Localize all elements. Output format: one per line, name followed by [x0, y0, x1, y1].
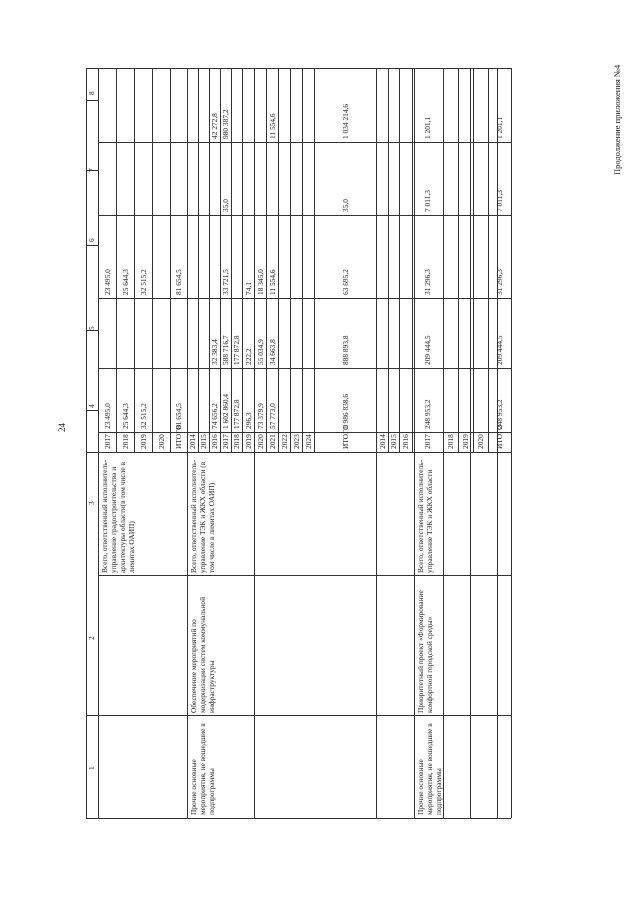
- value-cell-c4: 1 602 860,4: [221, 393, 230, 429]
- measure-name: Приоритетный проект «Формирование комфортной городской среды»: [416, 590, 434, 713]
- column-header-4: 4: [87, 404, 96, 408]
- year-cell: 2022: [279, 434, 289, 449]
- column-header-1: 1: [87, 766, 96, 770]
- column-header-7: 7: [87, 168, 96, 172]
- value-cell-c6: 81 654,5: [174, 269, 183, 295]
- value-cell-c8: 1 201,1: [423, 116, 432, 139]
- value-cell-c4: 25 644,3: [120, 403, 130, 429]
- value-cell-c4: 248 953,2: [423, 399, 432, 429]
- value-grid-line: [98, 142, 511, 143]
- row-line: [290, 68, 291, 452]
- year-cell: 2019: [461, 434, 470, 449]
- value-cell-c4: 177 872,8: [232, 399, 241, 429]
- row-line: [242, 68, 243, 452]
- value-cell-c5: 55 034,9: [255, 339, 265, 365]
- row-line: [254, 68, 255, 452]
- value-cell-c7: 35,0: [340, 199, 350, 212]
- value-cell-c5: 34 663,8: [267, 339, 277, 365]
- section-line: [98, 575, 511, 576]
- row-line: [198, 68, 199, 452]
- year-cell: 2019: [243, 434, 253, 449]
- value-grid-line: [98, 368, 511, 369]
- value-cell-c7: 7 011,3: [495, 190, 504, 212]
- value-cell-c8: 980 387,2: [221, 109, 230, 139]
- table-border-bottom: [86, 818, 511, 819]
- year-cell: 2019: [138, 434, 148, 449]
- year-cell: 2017: [423, 434, 432, 449]
- year-cell: 2017: [102, 434, 112, 449]
- value-cell-c7: 35,0: [221, 199, 230, 212]
- row-line: [98, 68, 99, 452]
- section-line: [98, 715, 511, 716]
- row-line: [488, 68, 489, 452]
- responsible-executor: Всего, ответственный исполнитель-управление ТЭК и ЖКХ области: [416, 459, 434, 573]
- value-cell-c8: 11 554,6: [267, 113, 277, 139]
- row-line: [399, 68, 400, 452]
- year-cell: 2015: [199, 434, 208, 449]
- column-header-2: 2: [87, 636, 96, 640]
- year-cell: 2021: [267, 434, 277, 449]
- value-cell-c4: 57 773,0: [267, 403, 277, 429]
- year-cell: 2020: [156, 434, 166, 449]
- year-cell: 2016: [401, 434, 410, 449]
- row-line: [187, 68, 188, 452]
- value-cell-c5: 222,2: [243, 348, 253, 365]
- value-cell-c4: 296,3: [243, 412, 253, 429]
- value-cell-c6: 18 345,0: [255, 269, 265, 295]
- value-cell-c5: 888 893,8: [340, 335, 350, 365]
- value-cell-c4: 1 986 838,6: [340, 393, 350, 429]
- value-cell-c5: 209 444,5: [495, 335, 504, 365]
- value-cell-c5: 588 716,7: [221, 335, 230, 365]
- measure-name: Обеспечение мероприятий по модернизации систем коммунальной инфраструктуры: [189, 596, 216, 713]
- value-cell-c4: 32 515,2: [138, 403, 148, 429]
- value-cell-c8: 42 272,8: [210, 113, 219, 139]
- year-cell: 2014: [188, 434, 197, 449]
- value-grid-line: [98, 215, 511, 216]
- continuation-note: Продолжение приложения №4: [612, 64, 622, 175]
- responsible-executor: Всего, ответственный исполнитель-управление градостроительства и архитектуры области(в том числе в лимитах ОАИП): [100, 459, 136, 573]
- row-line: [302, 68, 303, 452]
- column-line: [86, 68, 87, 818]
- row-line: [443, 68, 444, 452]
- column-header-8: 8: [87, 91, 96, 95]
- year-cell: 2020: [255, 434, 265, 449]
- value-cell-c6: 23 495,0: [102, 269, 112, 295]
- row-line: [376, 68, 377, 452]
- value-cell-c6: 63 695,2: [340, 269, 350, 295]
- header-grid-line: [86, 245, 98, 246]
- value-cell-c6: 25 644,3: [120, 269, 130, 295]
- year-cell: 2015: [389, 434, 398, 449]
- column-header-5: 5: [87, 326, 96, 330]
- value-cell-c6: 32 515,2: [138, 269, 148, 295]
- column-line: [414, 68, 415, 818]
- category-name: Прочие основные мероприятия, не вошедшие в подпрограммы: [189, 723, 216, 815]
- value-cell-c8: 1 034 214,6: [340, 103, 350, 139]
- value-cell-c4: 73 379,9: [255, 403, 265, 429]
- row-line: [388, 68, 389, 452]
- column-line: [470, 68, 471, 818]
- row-line: [473, 68, 474, 452]
- header-grid-line: [86, 452, 98, 453]
- year-cell: 2017: [221, 434, 230, 449]
- value-cell-c5: 32 383,4: [210, 339, 219, 365]
- year-cell: 2018: [232, 434, 241, 449]
- year-cell: 2023: [291, 434, 301, 449]
- year-cell: 2018: [120, 434, 130, 449]
- value-cell-c6: 11 554,6: [267, 269, 277, 295]
- column-line: [511, 68, 512, 818]
- value-cell-c5: 209 444,5: [423, 335, 432, 365]
- table-border-top: [86, 68, 511, 69]
- row-line: [266, 68, 267, 452]
- value-cell-c4: 74 656,2: [210, 403, 219, 429]
- value-cell-c6: 33 721,5: [221, 269, 230, 295]
- header-grid-line: [86, 410, 98, 411]
- year-cell: 2018: [446, 434, 455, 449]
- year-cell: ИТОГО: [495, 424, 504, 449]
- value-cell-c6: 31 296,3: [495, 269, 504, 295]
- row-line: [314, 68, 315, 452]
- header-grid-line: [86, 100, 98, 101]
- row-line: [152, 68, 153, 452]
- row-line: [116, 68, 117, 452]
- value-cell-c5: 177 872,8: [232, 335, 241, 365]
- year-cell: 2024: [303, 434, 313, 449]
- value-cell-c4: 248 953,2: [495, 399, 504, 429]
- value-cell-c6: 31 296,3: [423, 269, 432, 295]
- row-line: [134, 68, 135, 452]
- row-line: [170, 68, 171, 452]
- value-cell-c7: 7 011,3: [423, 190, 432, 212]
- column-header-6: 6: [87, 238, 96, 242]
- value-cell-c8: 1 201,1: [495, 116, 504, 139]
- year-cell: ИТОГО: [340, 424, 350, 449]
- value-cell-c4: 81 654,5: [174, 403, 183, 429]
- year-cell: 2016: [210, 434, 219, 449]
- header-grid-line: [86, 330, 98, 331]
- row-line: [458, 68, 459, 452]
- value-cell-c6: 74,1: [243, 282, 253, 295]
- section-line: [98, 452, 511, 453]
- page-number: 24: [57, 423, 67, 432]
- row-line: [412, 68, 413, 452]
- category-name: Прочие основные мероприятия, не вошедшие в подпрограммы: [416, 723, 443, 815]
- value-grid-line: [98, 432, 511, 433]
- value-cell-c4: 23 495,0: [102, 403, 112, 429]
- year-cell: 2014: [377, 434, 387, 449]
- value-grid-line: [98, 298, 511, 299]
- responsible-executor: Всего, ответственный исполнитель-управление ТЭК и ЖКХ области (в том числе в лимитах ОАИП): [189, 459, 216, 573]
- column-header-3: 3: [87, 501, 96, 505]
- year-cell: ИТОГО: [174, 424, 183, 449]
- row-line: [231, 68, 232, 452]
- header-grid-line: [86, 715, 98, 716]
- row-line: [278, 68, 279, 452]
- year-cell: 2020: [476, 434, 485, 449]
